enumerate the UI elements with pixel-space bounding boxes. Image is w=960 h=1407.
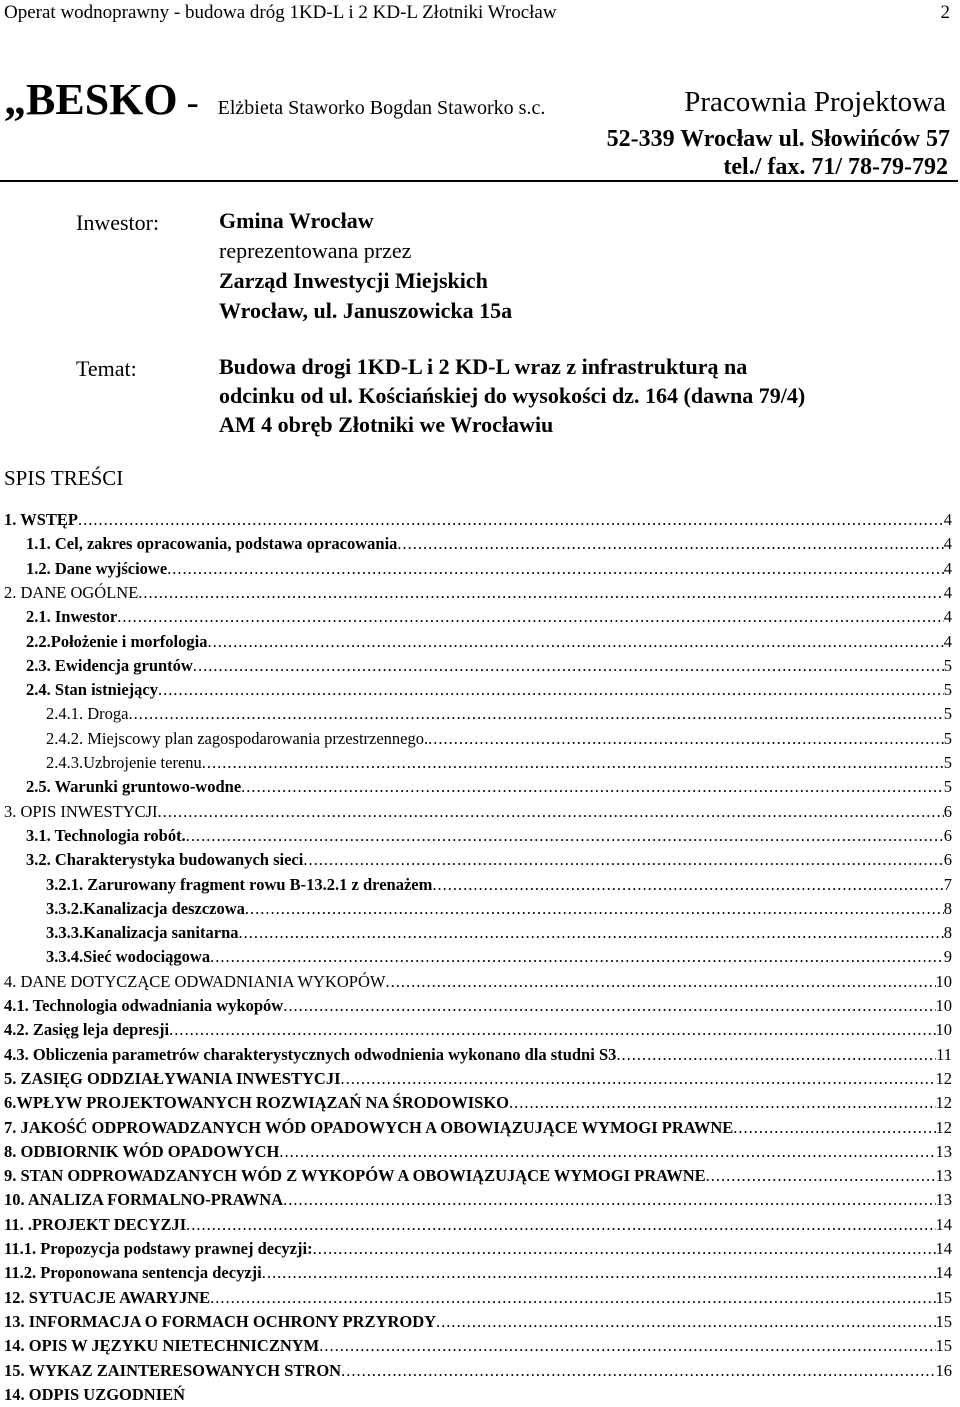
toc-entry-title: 3. OPIS INWESTYCJI (4, 801, 158, 821)
toc-entry[interactable] (0, 921, 960, 945)
toc-entry[interactable] (0, 1164, 960, 1188)
toc-leader-dots (385, 970, 935, 994)
toc-leader-dots (193, 654, 944, 678)
toc-entry[interactable] (0, 848, 960, 872)
toc-leader-dots (283, 994, 935, 1018)
toc-entry[interactable] (0, 1310, 960, 1334)
toc-entry[interactable] (0, 630, 960, 654)
toc-entry[interactable] (0, 1213, 960, 1237)
toc-entry-page: 7 (943, 874, 952, 894)
toc-leader-dots (186, 1213, 935, 1237)
investor-line: reprezentowana przez (219, 238, 412, 263)
toc-entry-title: 8. ODBIORNIK WÓD OPADOWYCH (4, 1141, 280, 1161)
toc-leader-dots (78, 508, 944, 532)
firm-address: 52-339 Wrocław ul. Słowińców 57 (606, 126, 950, 152)
toc-leader-dots (341, 1067, 936, 1091)
toc-leader-dots (313, 1237, 936, 1261)
toc-leader-dots (341, 1359, 935, 1383)
toc-heading: SPIS TREŚCI (4, 466, 124, 490)
toc-leader-dots (262, 1261, 936, 1285)
firm-dash: - (177, 82, 208, 122)
toc-leader-dots (245, 897, 944, 921)
toc-leader-dots (397, 532, 943, 556)
subject-line: AM 4 obręb Złotniki we Wrocławiu (219, 412, 554, 437)
toc-entry-title: 3.2.1. Zarurowany fragment rowu B-13.2.1 z drenażem (46, 874, 433, 894)
toc-leader-dots (138, 581, 943, 605)
firm-name (4, 74, 545, 134)
toc-leader-dots (207, 630, 943, 654)
toc-entry-title: 1.1. Cel, zakres opracowania, podstawa opracowania (26, 534, 398, 554)
toc-leader-dots (117, 605, 944, 629)
toc-entry-title: 11.2. Proponowana sentencja decyzji (4, 1263, 262, 1283)
toc-entry[interactable] (0, 678, 960, 702)
toc-entry-title: 2.1. Inwestor (26, 607, 118, 627)
investor-line: Gmina Wrocław (219, 208, 374, 233)
toc-leader-dots (303, 848, 943, 872)
toc-entry-page: 4 (943, 582, 952, 602)
toc-entry-title: 3.2. Charakterystyka budowanych sieci (26, 850, 304, 870)
toc-leader-dots (210, 945, 944, 969)
toc-entry[interactable] (0, 557, 960, 581)
toc-entry-title: 2.4.2. Miejscowy plan zagospodarowania przestrzennego. (46, 728, 429, 748)
toc-leader-dots (158, 800, 944, 824)
toc-entry[interactable] (0, 994, 960, 1018)
toc-entry-page: 10 (935, 1020, 952, 1040)
toc-entry[interactable] (0, 775, 960, 799)
toc-entry-page: 4 (943, 534, 952, 554)
toc-entry-title: 3.3.2.Kanalizacja deszczowa (46, 898, 245, 918)
toc-entry-page: 14 (935, 1263, 952, 1283)
toc-entry-title: 2.3. Ewidencja gruntów (26, 655, 193, 675)
toc-entry[interactable] (0, 1140, 960, 1164)
toc-entry-page: 5 (943, 704, 952, 724)
toc-entry-page: 4 (943, 631, 952, 651)
toc-entry[interactable] (0, 1237, 960, 1261)
toc-leader-dots (279, 1140, 935, 1164)
toc-entry-title: 11.1. Propozycja podstawy prawnej decyzji: (4, 1239, 313, 1258)
firm-brand: BESKO (26, 75, 178, 124)
toc-leader-dots (239, 921, 944, 945)
toc-entry-page: 13 (935, 1141, 952, 1161)
toc-entry-page: 14 (935, 1239, 952, 1258)
toc-entry[interactable] (0, 702, 960, 726)
header-divider (0, 180, 958, 182)
toc-entry-page: 5 (943, 728, 952, 748)
toc-entry[interactable] (0, 727, 960, 751)
toc-entry[interactable] (0, 824, 960, 848)
toc-entry[interactable] (0, 1116, 960, 1140)
toc-entry-title: 15. WYKAZ ZAINTERESOWANYCH STRON (4, 1360, 342, 1380)
toc-entry-page: 15 (935, 1336, 952, 1356)
toc-entry-page: 13 (935, 1166, 952, 1186)
toc-entry-title: 4. DANE DOTYCZĄCE ODWADNIANIA WYKOPÓW (4, 971, 386, 991)
toc-entry[interactable] (0, 508, 960, 532)
toc-leader-dots (186, 824, 944, 848)
toc-entry-page: 6 (943, 825, 952, 845)
toc-leader-dots (128, 702, 943, 726)
toc-entry-page: 6 (943, 850, 952, 870)
toc-entry-page: 12 (935, 1093, 952, 1113)
toc-leader-dots (428, 727, 944, 751)
toc-leader-dots (432, 873, 943, 897)
toc-entry-page: 6 (943, 801, 952, 821)
toc-leader-dots (319, 1334, 935, 1358)
toc-entry[interactable] (0, 1359, 960, 1383)
toc-entry-page: 4 (943, 510, 952, 529)
toc-entry[interactable] (0, 897, 960, 921)
toc-entry[interactable] (0, 1261, 960, 1285)
firm-owners: Elżbieta Staworko Bogdan Staworko s.c. (217, 97, 546, 119)
toc-entry[interactable] (0, 970, 960, 994)
toc-entry-page: 4 (943, 607, 952, 627)
subject-line: Budowa drogi 1KD-L i 2 KD-L wraz z infrastrukturą na (219, 354, 748, 379)
toc-entry-page: 10 (935, 996, 952, 1015)
toc-entry[interactable] (0, 605, 960, 629)
toc-entry-page: 5 (943, 655, 952, 675)
toc-entry[interactable] (0, 800, 960, 824)
page-number: 2 (940, 2, 950, 23)
toc-entry-page: 15 (935, 1287, 952, 1307)
toc-entry[interactable] (0, 1018, 960, 1042)
toc-entry-page: 13 (935, 1190, 952, 1210)
toc-leader-dots (202, 751, 944, 775)
document-running-title: Operat wodnoprawny - budowa dróg 1KD-L i 2 KD-L Złotniki Wrocław (4, 2, 557, 23)
toc-entry-page: 8 (943, 923, 952, 943)
toc-entry[interactable] (0, 945, 960, 969)
toc-entry-title: 4.1. Technologia odwadniania wykopów (4, 996, 284, 1015)
toc-entry-title: 2.5. Warunki gruntowo-wodne (26, 777, 242, 797)
toc-entry-page: 5 (943, 680, 952, 700)
toc-entry-title: 1. WSTĘP (4, 510, 78, 529)
toc-entry-title: 14. ODPIS UZGODNIEŃ (4, 1384, 186, 1404)
toc-entry-page: 12 (935, 1068, 952, 1088)
toc-entry-title: 3.3.4.Sieć wodociągowa (46, 947, 211, 967)
running-header (4, 2, 956, 26)
toc-entry[interactable] (0, 1043, 960, 1067)
toc-entry-title: 4.2. Zasięg leja depresji (4, 1020, 170, 1040)
toc-entry-page: 8 (943, 898, 952, 918)
toc-entry-title: 2.4.1. Droga (46, 704, 129, 724)
toc-entry-page: 5 (943, 753, 952, 772)
toc-entry-title: 4.3. Obliczenia parametrów charakterystycznych odwodnienia wykonano dla studni S3 (4, 1044, 617, 1064)
toc-entry-title: 11. .PROJEKT DECYZJI (4, 1214, 187, 1234)
toc-leader-dots (509, 1091, 936, 1115)
toc-entry[interactable] (0, 751, 960, 775)
toc-entry-title: 3.3.3.Kanalizacja sanitarna (46, 923, 239, 943)
toc-entry-page: 15 (935, 1311, 952, 1331)
investor-line: Zarząd Inwestycji Miejskich (219, 268, 488, 293)
toc-entry-title: 9. STAN ODPROWADZANYCH WÓD Z WYKOPÓW A OBOWIĄZUJĄCE WYMOGI PRAWNE (4, 1166, 706, 1186)
toc-leader-dots (241, 775, 944, 799)
toc-entry-title: 14. OPIS W JĘZYKU NIETECHNICZNYM (4, 1336, 320, 1356)
toc-leader-dots (167, 557, 944, 581)
toc-leader-dots (733, 1116, 935, 1140)
toc-entry-title: 7. JAKOŚĆ ODPROWADZANYCH WÓD OPADOWYCH A OBOWIĄZUJĄCE WYMOGI PRAWNE (4, 1117, 734, 1137)
toc-entry[interactable] (0, 654, 960, 678)
toc-entry-title: 2.2.Położenie i morfologia (26, 631, 208, 651)
toc-entry[interactable] (0, 1383, 960, 1407)
toc-leader-dots (210, 1286, 935, 1310)
toc-entry-title: 2.4.3.Uzbrojenie terenu (46, 753, 202, 772)
toc-entry-page: 14 (935, 1214, 952, 1234)
toc-entry[interactable] (0, 1334, 960, 1358)
toc-entry[interactable] (0, 532, 960, 556)
toc-entry[interactable] (0, 1286, 960, 1310)
firm-open-quote: „ (4, 75, 26, 124)
toc-entry-page: 4 (943, 558, 952, 578)
toc-entry-title: 1.2. Dane wyjściowe (26, 558, 168, 578)
toc-entry-page: 10 (935, 971, 952, 991)
investor-label: Inwestor: (76, 210, 160, 235)
toc-entry[interactable] (0, 581, 960, 605)
toc-entry-title: 13. INFORMACJA O FORMACH OCHRONY PRZYRODY (4, 1311, 437, 1331)
subject-label: Temat: (76, 356, 137, 381)
toc-entry-page: 9 (943, 947, 952, 967)
toc-entry-page: 12 (935, 1117, 952, 1137)
toc-leader-dots (706, 1164, 936, 1188)
toc-entry-title: 6.WPŁYW PROJEKTOWANYCH ROZWIĄZAŃ NA ŚRODOWISKO (4, 1093, 509, 1113)
toc-leader-dots (616, 1043, 936, 1067)
toc-entry-page: 11 (936, 1044, 952, 1064)
toc-entry[interactable] (0, 1067, 960, 1091)
toc-entry-title: 12. SYTUACJE AWARYJNE (4, 1287, 211, 1307)
toc-entry-title: 5. ZASIĘG ODDZIAŁYWANIA INWESTYCJI (4, 1068, 341, 1088)
toc-leader-dots (436, 1310, 935, 1334)
toc-entry-title: 10. ANALIZA FORMALNO-PRAWNA (4, 1190, 284, 1210)
toc-entry[interactable] (0, 1188, 960, 1212)
toc-leader-dots (283, 1188, 935, 1212)
toc-entry-page: 5 (943, 777, 952, 797)
studio-name: Pracownia Projektowa (684, 86, 946, 118)
toc-leader-dots (158, 678, 944, 702)
toc-entry[interactable] (0, 873, 960, 897)
toc-entry-title: 2.4. Stan istniejący (26, 680, 158, 700)
toc-entry-page: 16 (935, 1360, 952, 1380)
toc-entry-title: 3.1. Technologia robót. (26, 825, 186, 845)
toc-leader-dots (169, 1018, 935, 1042)
toc-entry-title: 2. DANE OGÓLNE (4, 582, 139, 602)
firm-phone: tel./ fax. 71/ 78-79-792 (723, 154, 948, 180)
toc-entry[interactable] (0, 1091, 960, 1115)
subject-line: odcinku od ul. Kościańskiej do wysokości dz. 164 (dawna 79/4) (219, 383, 806, 408)
investor-line: Wrocław, ul. Januszowicka 15a (219, 298, 513, 323)
